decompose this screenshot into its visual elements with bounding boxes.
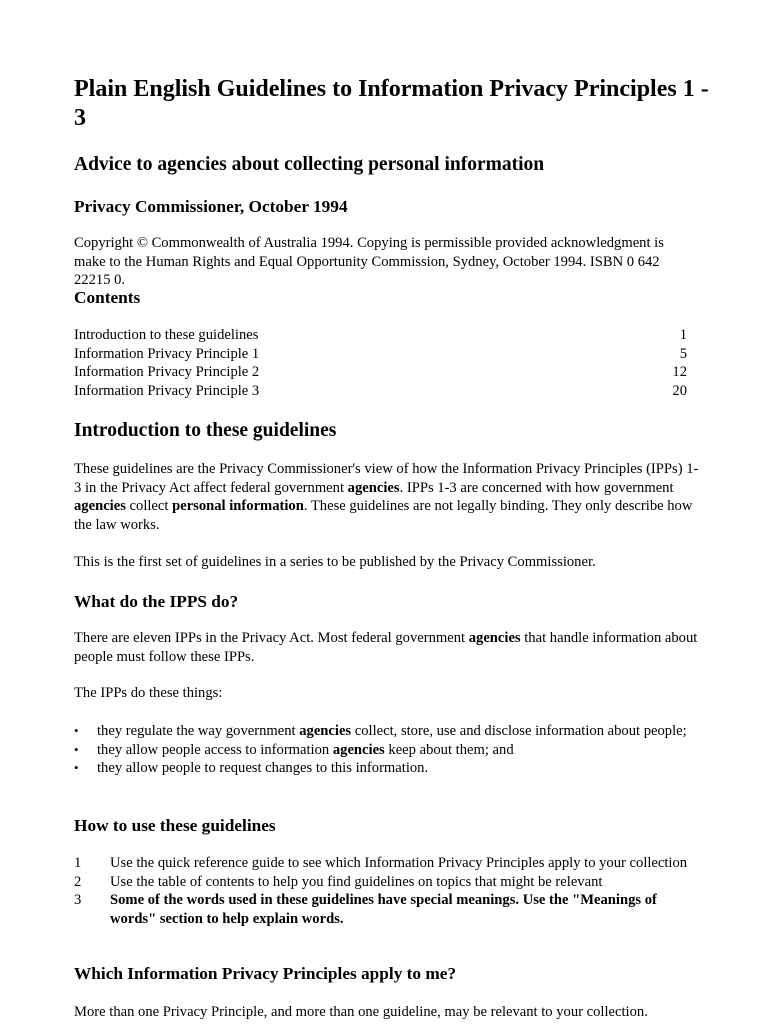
document-subtitle: Advice to agencies about collecting personal information: [74, 154, 545, 175]
list-item: [74, 722, 687, 741]
step-number: 2: [74, 873, 82, 890]
document-title: Plain English Guidelines to Information Privacy Principles 1 - 3: [74, 76, 709, 131]
list-item: [74, 759, 687, 778]
bullet-text: they allow people access to information: [97, 741, 333, 758]
ipps-bullet-list: [74, 722, 687, 778]
term-agencies: agencies: [347, 479, 400, 496]
intro-heading: Introduction to these guidelines: [74, 420, 337, 441]
toc-entry-page: 5: [679, 345, 687, 362]
intro-text: . IPPs 1-3 are concerned with how government: [399, 479, 674, 496]
bullet-text: they allow people to request changes to this information.: [97, 760, 429, 777]
bullet-icon: •: [74, 741, 79, 757]
list-item: [74, 854, 704, 873]
ipps-text: that handle information about people must follow these IPPs.: [74, 630, 698, 665]
bullet-text: they regulate the way government: [97, 723, 300, 739]
term-agencies: agencies: [74, 498, 126, 515]
bullet-text: collect, store, use and disclose information about people;: [351, 723, 687, 739]
series-paragraph: This is the first set of guidelines in a series to be published by the Privacy Commissioner.: [74, 554, 596, 570]
toc-entry-page: 12: [672, 364, 687, 381]
intro-text: collect: [125, 498, 173, 515]
howto-heading: How to use these guidelines: [74, 816, 276, 835]
which-paragraph: More than one Privacy Principle, and more than one guideline, may be relevant to your collection.: [74, 1004, 648, 1020]
toc-entry[interactable]: [74, 382, 687, 401]
intro-text: These guidelines are the Privacy Commissioner's view of how the Information Privacy Principles (IPPs) 1-3 in the Privacy Act affect federal government: [74, 461, 699, 496]
list-item: [74, 741, 687, 760]
step-text: Some of the words used in these guidelines have special meanings. Use the "Meanings of words" section to help explain words.: [110, 892, 657, 927]
bullet-icon: •: [74, 723, 79, 738]
toc-entry[interactable]: [74, 345, 687, 364]
term-agencies: agencies: [332, 741, 385, 758]
toc-entry[interactable]: [74, 326, 687, 345]
which-heading: Which Information Privacy Principles apply to me?: [74, 964, 457, 983]
term-agencies: agencies: [468, 630, 521, 646]
author-line: Privacy Commissioner, October 1994: [74, 197, 348, 216]
ipps-heading: What do the IPPS do?: [74, 592, 239, 611]
step-text: Use the table of contents to help you find guidelines on topics that might be relevant: [110, 873, 603, 890]
toc-entry-label: Information Privacy Principle 2: [74, 364, 260, 381]
list-item-text: [97, 759, 428, 778]
intro-paragraph: [74, 460, 699, 534]
toc-entry-page: 20: [672, 382, 687, 399]
list-item: [74, 891, 704, 928]
list-item-text: [97, 741, 514, 760]
copyright-notice: Copyright © Commonwealth of Australia 1994. Copying is permissible provided acknowledgment is make to the Human Rights and Equal Opportunity Commission, Sydney, October 1994. ISBN 0 642 22215 0.: [74, 235, 664, 289]
ipps-text: There are eleven IPPs in the Privacy Act. Most federal government: [74, 630, 469, 646]
toc-entry-page: 1: [679, 327, 687, 343]
step-number: 1: [74, 855, 82, 871]
ipps-paragraph: [74, 629, 699, 666]
term-personal-information: personal information: [172, 498, 304, 515]
step-text: Use the quick reference guide to see which Information Privacy Principles apply to your collection: [110, 855, 688, 871]
toc-entry-label: Introduction to these guidelines: [74, 327, 259, 343]
table-of-contents: [74, 326, 687, 400]
intro-text: . These guidelines are not legally binding. They only describe how the law works.: [74, 498, 693, 533]
toc-entry[interactable]: [74, 363, 687, 382]
toc-entry-label: Information Privacy Principle 1: [74, 345, 260, 362]
term-agencies: agencies: [299, 723, 352, 739]
howto-steps-list: [74, 854, 704, 928]
ipps-lead-in: The IPPs do these things:: [74, 685, 223, 701]
list-item-text: [97, 722, 687, 741]
bullet-icon: •: [74, 760, 79, 776]
list-item: [74, 873, 704, 892]
contents-heading: Contents: [74, 288, 141, 307]
step-number: 3: [74, 892, 82, 909]
toc-entry-label: Information Privacy Principle 3: [74, 382, 260, 399]
bullet-text: keep about them; and: [384, 741, 514, 758]
